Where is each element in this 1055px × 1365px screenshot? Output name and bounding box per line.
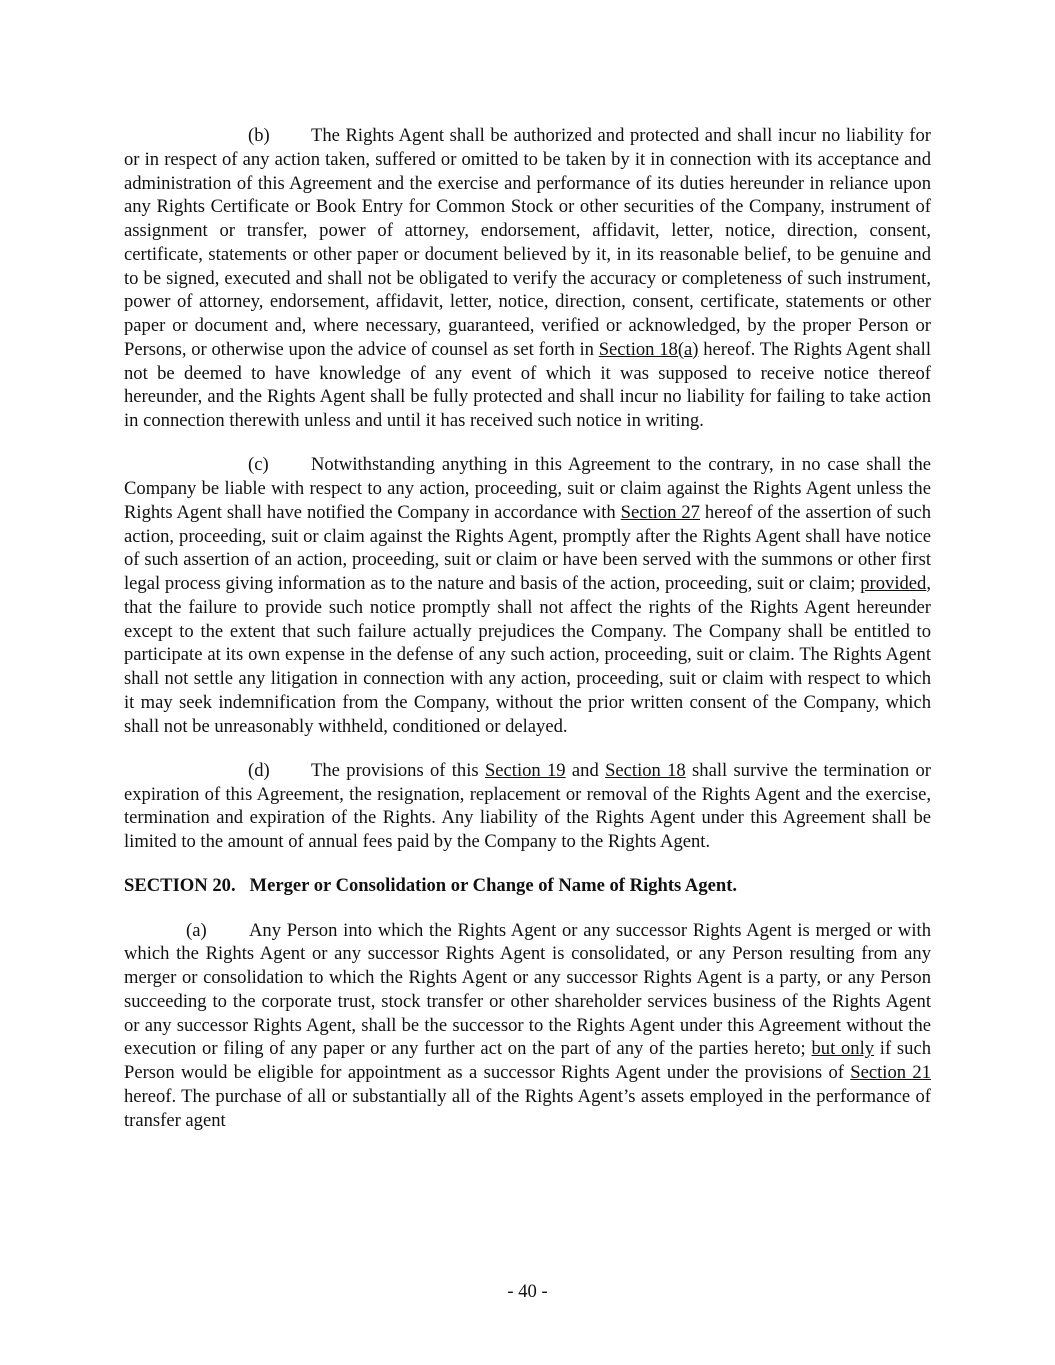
proviso-term: but only bbox=[811, 1038, 875, 1060]
section-reference: Section 27 bbox=[620, 501, 700, 523]
paragraph-label: (c) bbox=[248, 454, 269, 476]
proviso-term: provided bbox=[860, 573, 927, 594]
paragraph-text: and bbox=[565, 759, 606, 781]
section-reference: Section 18 bbox=[605, 759, 686, 781]
paragraph-label: (d) bbox=[248, 759, 270, 781]
paragraph-text: shall survive the termination or expiration of this Agreement, the resignation, replacement or removal of the Rights Agent and the exercise, termination and expiration of the Rights. Any liability of the Rights Agent under this Agreement shall be limited to the amount of annual fees paid by the Company to the Rights Agent. bbox=[124, 759, 931, 852]
paragraph-c bbox=[124, 453, 931, 738]
paragraph-text: Notwithstanding anything in this Agreement to the contrary, in no case shall the Company be liable with respect to any action, proceeding, suit or claim against the Rights Agent unless the Rights Agent shall have notified the Company in accordance with bbox=[124, 454, 931, 523]
paragraph-text: The Rights Agent shall be authorized and protected and shall incur no liability for or in respect of any action taken, suffered or omitted to be taken by it in connection with its acceptance and administration of this Agreement and the exercise and performance of its duties hereunder in reliance upon any Rights Certificate or Book Entry for Common Stock or other securities of the Company, instrument of assignment or transfer, power of attorney, endorsement, affidavit, letter, notice, direction, consent, certificate, statements or other paper or document believed by it, in its reasonable belief, to be genuine and to be signed, executed and shall not be obligated to verify the accuracy or completeness of such instrument, power of attorney, endorsement, affidavit, letter, notice, direction, consent, certificate, statements or other paper or document and, where necessary, guaranteed, verified or acknowledged, by the proper Person or Persons, or otherwise upon the advice of counsel as set forth in bbox=[124, 125, 931, 360]
paragraph-text: Any Person into which the Rights Agent or any successor Rights Agent is merged or with which the Rights Agent or any successor Rights Agent is consolidated, or any Person resulting from any merger or consolidation to which the Rights Agent or any successor Rights Agent is a party, or any Person succeeding to the corporate trust, stock transfer or other shareholder services business of the Rights Agent or any successor Rights Agent, shall be the successor to the Rights Agent under this Agreement without the execution or filing of any paper or any further act on the part of any of the parties hereto; bbox=[124, 919, 931, 1060]
paragraph-b bbox=[124, 124, 931, 433]
paragraph-text: hereof. The Rights Agent shall not be deemed to have knowledge of any event of which it was supposed to receive notice thereof hereunder, and the Rights Agent shall be fully protected and shall incur no liability for failing to take action in connection therewith unless and until it has received such notice in writing. bbox=[124, 338, 931, 431]
paragraph-text: The provisions of this bbox=[311, 759, 485, 781]
section-reference: Section 18(a) bbox=[598, 338, 699, 360]
page-number: - 40 - bbox=[507, 1281, 548, 1302]
paragraph-text: if such Person would be eligible for appointment as a successor Rights Agent under the provisions of bbox=[124, 1038, 931, 1083]
paragraph-label: (b) bbox=[248, 125, 270, 146]
paragraph-text: hereof of the assertion of such action, proceeding, suit or claim against the Rights Agent, promptly after the Rights Agent shall have notice of such assertion of an action, proceeding, suit or claim or have been served with the summons or other first legal process giving information as to the nature and basis of the action, proceeding, suit or claim; bbox=[124, 501, 932, 594]
section-reference: Section 19 bbox=[484, 759, 566, 781]
section-20-paragraph-a bbox=[124, 919, 931, 1133]
paragraph-text: hereof. The purchase of all or substantially all of the Rights Agent’s assets employed in the performance of transfer agent bbox=[124, 1085, 931, 1131]
paragraph-d bbox=[124, 759, 931, 854]
section-reference: Section 21 bbox=[850, 1062, 931, 1083]
paragraph-label: (a) bbox=[186, 919, 207, 941]
paragraph-text: , that the failure to provide such notice promptly shall not affect the rights of the Rights Agent hereunder except to the extent that such failure actually prejudices the Company. The Company shall be entitled to participate at its own expense in the defense of any such action, proceeding, suit or claim. The Rights Agent shall not settle any litigation in connection with any action, proceeding, suit or claim with respect to which it may seek indemnification from the Company, without the prior written consent of the Company, which shall not be unreasonably withheld, conditioned or delayed. bbox=[124, 573, 931, 737]
section-20-heading: SECTION 20. Merger or Consolidation or Change of Name of Rights Agent. bbox=[124, 875, 738, 897]
document-page bbox=[124, 124, 931, 1153]
